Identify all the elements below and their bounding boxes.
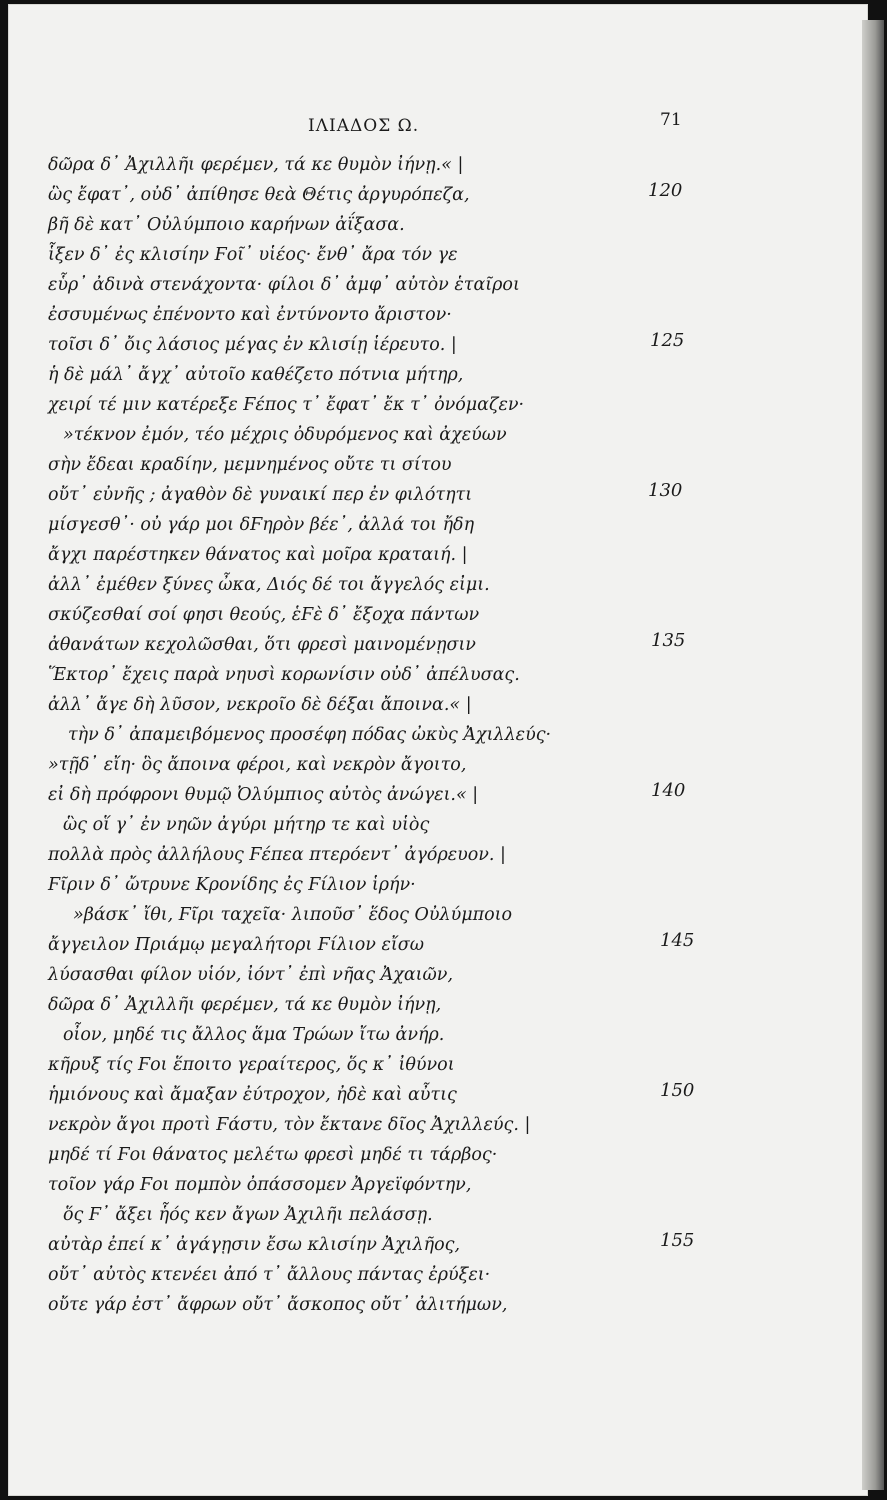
verse-line: εἰ δὴ πρόφρονι θυμῷ Ὀλύμπιος αὐτὸς ἀνώγει.« | bbox=[48, 785, 479, 805]
verse-line: σὴν ἔδεαι κραδίην, μεμνημένος οὔτε τι σίτου bbox=[48, 455, 452, 475]
verse-line: ἄγχι παρέστηκεν θάνατος καὶ μοῖρα κραταιή. | bbox=[48, 545, 468, 565]
verse-line: τοῖον γάρ Ϝοι πομπὸν ὀπάσσομεν Ἀργεϊφόντην, bbox=[48, 1175, 472, 1195]
verse-line: σκύζεσθαί σοί φησι θεούς, ἑϜὲ δ᾽ ἔξοχα πάντων bbox=[48, 605, 480, 625]
line-number: 135 bbox=[651, 630, 686, 651]
verse-line: ἐσσυμένως ἐπένοντο καὶ ἐντύνοντο ἄριστον· bbox=[48, 305, 452, 325]
line-number: 140 bbox=[651, 780, 686, 801]
verse-line: οὔτ᾽ εὐνῆς ; ἀγαθὸν δὲ γυναικί περ ἐν φιλότητι bbox=[48, 485, 473, 505]
line-number: 150 bbox=[660, 1080, 695, 1101]
verse-line: ἀλλ᾽ ἐμέθεν ξύνες ὦκα, Διός δέ τοι ἄγγελός εἰμι. bbox=[48, 575, 490, 595]
verse-line: χειρί τέ μιν κατέρεξε Ϝέπος τ᾽ ἔφατ᾽ ἔκ τ᾽ ὀνόμαζεν· bbox=[48, 395, 525, 415]
verse-line: Ἕκτορ᾽ ἔχεις παρὰ νηυσὶ κορωνίσιν οὐδ᾽ ἀπέλυσας. bbox=[48, 665, 520, 685]
verse-line: πολλὰ πρὸς ἀλλήλους Ϝέπεα πτερόεντ᾽ ἀγόρευον. | bbox=[48, 845, 506, 865]
verse-line: εὗρ᾽ ἀδινὰ στενάχοντα· φίλοι δ᾽ ἀμφ᾽ αὐτὸν ἑταῖροι bbox=[48, 275, 520, 295]
verse-line: κῆρυξ τίς Ϝοι ἕποιτο γεραίτερος, ὅς κ᾽ ἰθύνοι bbox=[48, 1055, 455, 1075]
verse-line: δῶρα δ᾽ Ἀχιλλῆι φερέμεν, τά κε θυμὸν ἰήνῃ, bbox=[48, 995, 442, 1015]
verse-line: δῶρα δ᾽ Ἀχιλλῆι φερέμεν, τά κε θυμὸν ἰήνῃ.« | bbox=[48, 155, 464, 175]
line-number: 125 bbox=[650, 330, 685, 351]
verse-line: οὔτε γάρ ἐστ᾽ ἄφρων οὔτ᾽ ἄσκοπος οὔτ᾽ ἀλιτήμων, bbox=[48, 1295, 508, 1315]
verse-line: ἡ δὲ μάλ᾽ ἄγχ᾽ αὐτοῖο καθέζετο πότνια μήτηρ, bbox=[48, 365, 464, 385]
verse-line: »βάσκ᾽ ἴθι, Ϝῖρι ταχεῖα· λιποῦσ᾽ ἕδος Οὐλύμποιο bbox=[73, 905, 513, 925]
verse-line: ἀλλ᾽ ἄγε δὴ λῦσον, νεκροῖο δὲ δέξαι ἄποινα.« | bbox=[48, 695, 472, 715]
line-number: 155 bbox=[660, 1230, 695, 1251]
verse-line: βῆ δὲ κατ᾽ Οὐλύμποιο καρήνων ἀΐξασα. bbox=[48, 215, 405, 235]
verse-line: οἶον, μηδέ τις ἄλλος ἅμα Τρώων ἴτω ἀνήρ. bbox=[63, 1025, 445, 1045]
verse-line: ἷξεν δ᾽ ἐς κλισίην Ϝοῖ᾽ υἱέος· ἔνθ᾽ ἄρα τόν γε bbox=[48, 245, 458, 265]
verse-line: Ϝῖριν δ᾽ ὤτρυνε Κρονίδης ἐς Ϝίλιον ἱρήν· bbox=[48, 875, 416, 895]
verse-line: ὣς ἔφατ᾽, οὐδ᾽ ἀπίθησε θεὰ Θέτις ἀργυρόπεζα, bbox=[48, 185, 470, 205]
verse-line: τὴν δ᾽ ἀπαμειβόμενος προσέφη πόδας ὠκὺς Ἀχιλλεύς· bbox=[68, 725, 552, 745]
verse-line: νεκρὸν ἄγοι προτὶ Ϝάστυ, τὸν ἔκτανε δῖος Ἀχιλλεύς. | bbox=[48, 1115, 531, 1135]
line-number: 120 bbox=[648, 180, 683, 201]
verse-line: ὣς οἵ γ᾽ ἐν νηῶν ἀγύρι μήτηρ τε καὶ υἱὸς bbox=[63, 815, 430, 835]
verse-line: μίσγεσθ᾽· οὐ γάρ μοι δϜηρὸν βέε᾽, ἀλλά τοι ἤδη bbox=[48, 515, 475, 535]
verse-line: τοῖσι δ᾽ ὄις λάσιος μέγας ἐν κλισίῃ ἱέρευτο. | bbox=[48, 335, 457, 355]
line-number: 145 bbox=[660, 930, 695, 951]
page-edge bbox=[862, 20, 884, 1490]
running-head: ΙΛΙΑΔΟΣ Ω. bbox=[308, 116, 420, 136]
page-number: 71 bbox=[660, 110, 682, 130]
verse-line: »τέκνον ἐμόν, τέο μέχρις ὀδυρόμενος καὶ ἀχεύων bbox=[63, 425, 507, 445]
verse-line: οὔτ᾽ αὐτὸς κτενέει ἀπό τ᾽ ἄλλους πάντας ἐρύξει· bbox=[48, 1265, 491, 1285]
verse-line: »τῇδ᾽ εἴη· ὃς ἄποινα φέροι, καὶ νεκρὸν ἄγοιτο, bbox=[48, 755, 467, 775]
verse-line: ἡμιόνους καὶ ἄμαξαν ἐύτροχον, ἠδὲ καὶ αὖτις bbox=[48, 1085, 457, 1105]
verse-line: αὐτὰρ ἐπεί κ᾽ ἀγάγῃσιν ἔσω κλισίην Ἀχιλῆος, bbox=[48, 1235, 461, 1255]
book-page bbox=[8, 4, 868, 1496]
verse-line: ἄγγειλον Πριάμῳ μεγαλήτορι Ϝίλιον εἴσω bbox=[48, 935, 424, 955]
line-number: 130 bbox=[648, 480, 683, 501]
verse-line: λύσασθαι φίλον υἱόν, ἰόντ᾽ ἐπὶ νῆας Ἀχαιῶν, bbox=[48, 965, 454, 985]
verse-line: ἀθανάτων κεχολῶσθαι, ὅτι φρεσὶ μαινομένῃσιν bbox=[48, 635, 476, 655]
verse-line: μηδέ τί Ϝοι θάνατος μελέτω φρεσὶ μηδέ τι τάρβος· bbox=[48, 1145, 498, 1165]
verse-line: ὅς Ϝ᾽ ἄξει ἧός κεν ἄγων Ἀχιλῆι πελάσσῃ. bbox=[63, 1205, 433, 1225]
